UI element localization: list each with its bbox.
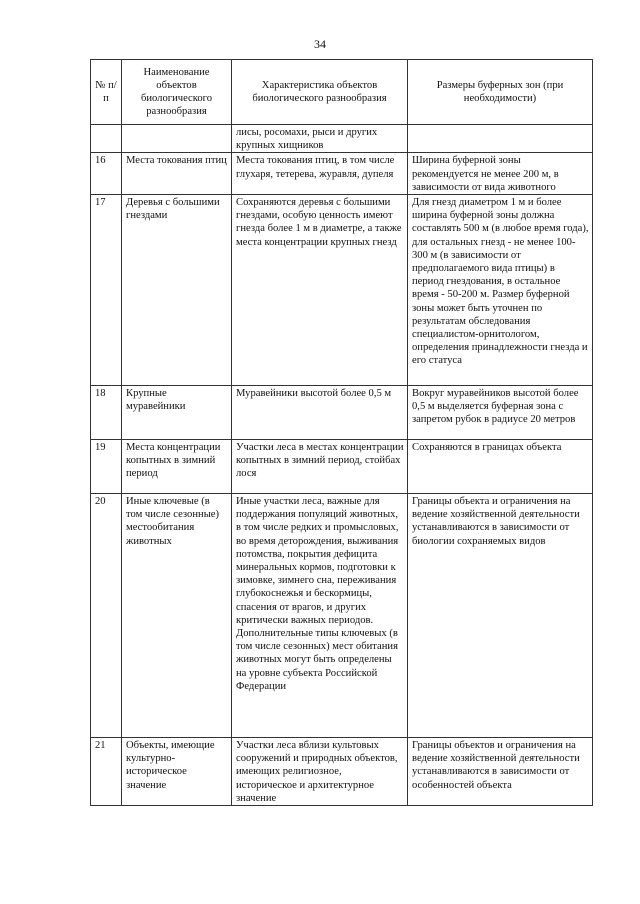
header-characteristic: Характеристика объектов биологического разнообразия (232, 60, 408, 125)
cell-number: 16 (91, 153, 122, 195)
cell-buffer-zone: Сохраняются в границах объекта (408, 440, 593, 494)
cell-object-name: Места концентрации копытных в зимний период (122, 440, 232, 494)
header-object-name: Наименование объектов биологического разнообразия (122, 60, 232, 125)
cell-number (91, 125, 122, 153)
cell-characteristic: Иные участки леса, важные для поддержания популяций животных, в том числе редких и промысловых, во время деторождения, выживания потомства, покрытия дефицита минеральных кормов, подготовки к зимовке, зимнего сна, переживания глубокоснежья и бескормицы, спасения от врагов, и других критически важных периодов. Дополнительные типы ключевых (в том числе сезонных) мест обитания животных могут быть определены на уровне субъекта Российской Федерации (232, 494, 408, 738)
cell-characteristic: лисы, росомахи, рыси и других крупных хищников (232, 125, 408, 153)
cell-number: 17 (91, 195, 122, 386)
cell-characteristic: Участки леса вблизи культовых сооружений и природных объектов, имеющих религиозное, историческое и архитектурное значение (232, 738, 408, 806)
cell-characteristic: Муравейники высотой более 0,5 м (232, 386, 408, 440)
biodiversity-objects-table (90, 59, 593, 806)
table-row (91, 195, 593, 386)
cell-buffer-zone: Для гнезд диаметром 1 м и более ширина буферной зоны должна составлять 500 м (в любое время года), для остальных гнезд - не менее 100-300 м (в зависимости от предполагаемого вида птицы) в период гнездования, в остальное время - 50-200 м. Размер буферной зоны может быть уточнен по результатам обследования специалистом-орнитологом, определения принадлежности гнезда и его статуса (408, 195, 593, 386)
cell-characteristic: Участки леса в местах концентрации копытных в зимний период, стойбах лося (232, 440, 408, 494)
table-row (91, 440, 593, 494)
table-row (91, 386, 593, 440)
table-row (91, 494, 593, 738)
cell-object-name: Объекты, имеющие культурно-историческое значение (122, 738, 232, 806)
cell-object-name: Места токования птиц (122, 153, 232, 195)
page-number: 34 (314, 37, 326, 51)
header-buffer-zone: Размеры буферных зон (при необходимости) (408, 60, 593, 125)
cell-buffer-zone: Границы объектов и ограничения на ведение хозяйственной деятельности устанавливаются в зависимости от особенностей объекта (408, 738, 593, 806)
table-header-row (91, 60, 593, 125)
cell-characteristic: Сохраняются деревья с большими гнездами, особую ценность имеют гнезда более 1 м в диаметре, а также места концентрации крупных гнезд (232, 195, 408, 386)
cell-number: 19 (91, 440, 122, 494)
cell-number: 20 (91, 494, 122, 738)
cell-object-name: Иные ключевые (в том числе сезонные) местообитания животных (122, 494, 232, 738)
cell-buffer-zone (408, 125, 593, 153)
cell-buffer-zone: Границы объекта и ограничения на ведение хозяйственной деятельности устанавливаются в зависимости от биологии сохраняемых видов (408, 494, 593, 738)
header-number: № п/п (91, 60, 122, 125)
cell-number: 21 (91, 738, 122, 806)
cell-characteristic: Места токования птиц, в том числе глухаря, тетерева, журавля, дупеля (232, 153, 408, 195)
cell-object-name (122, 125, 232, 153)
table-row (91, 738, 593, 806)
cell-object-name: Крупные муравейники (122, 386, 232, 440)
cell-buffer-zone: Ширина буферной зоны рекомендуется не менее 200 м, в зависимости от вида животного (408, 153, 593, 195)
table-row (91, 153, 593, 195)
cell-object-name: Деревья с большими гнездами (122, 195, 232, 386)
table-row-continuation (91, 125, 593, 153)
cell-number: 18 (91, 386, 122, 440)
cell-buffer-zone: Вокруг муравейников высотой более 0,5 м выделяется буферная зона с запретом рубок в радиусе 20 метров (408, 386, 593, 440)
